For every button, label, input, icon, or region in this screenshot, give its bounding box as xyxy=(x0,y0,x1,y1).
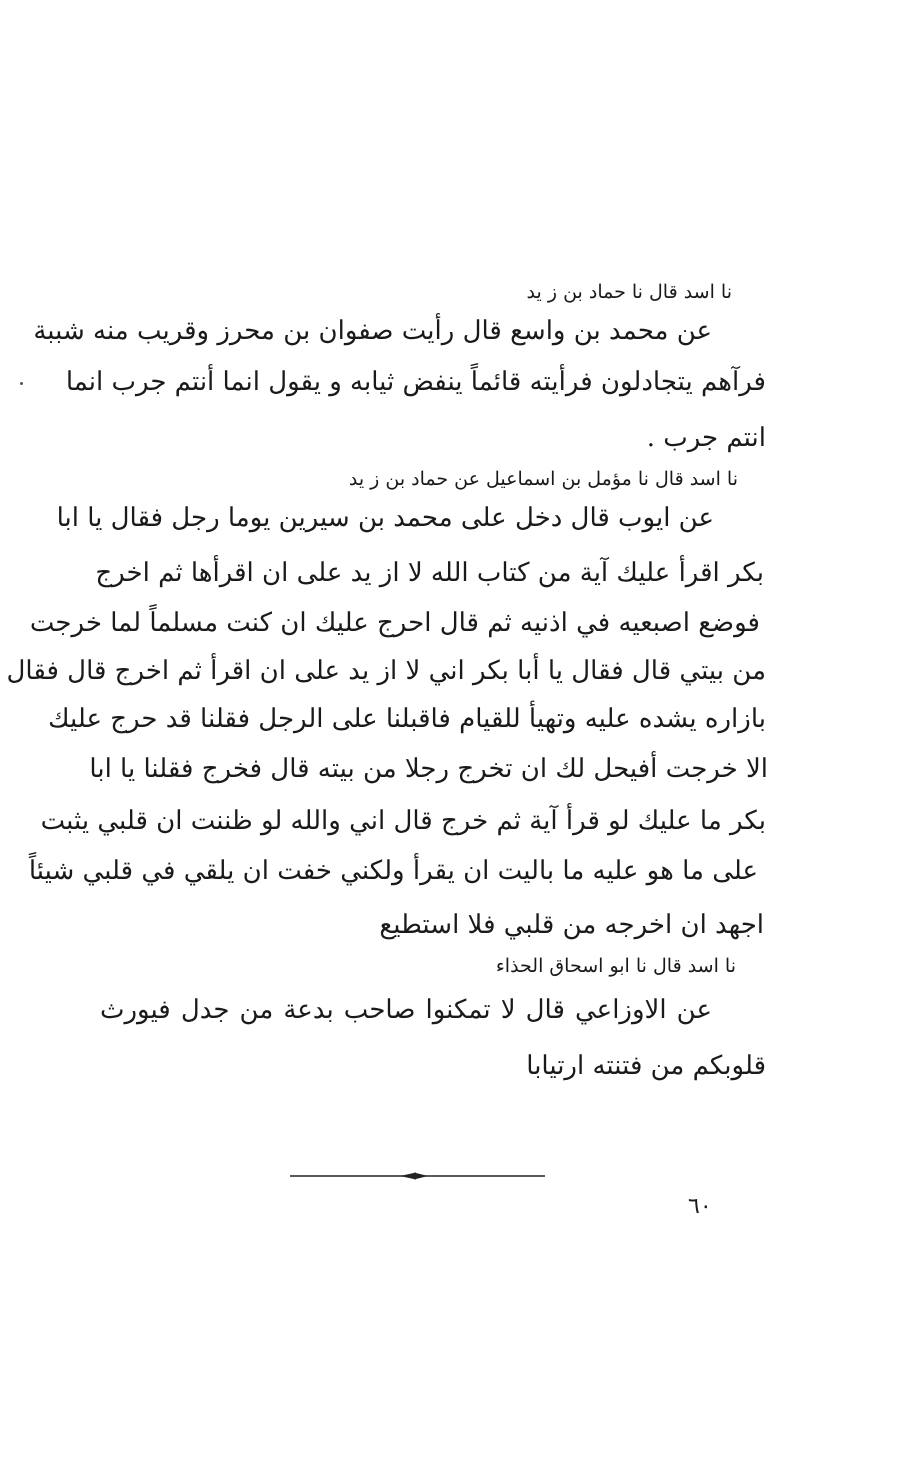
text-line-8: بازاره يشده عليه وتهيأ للقيام فاقبلنا على الرجل فقلنا قد حرج عليك xyxy=(48,704,766,734)
text-line-12: اجهد ان اخرجه من قلبي فلا استطيع xyxy=(379,910,764,940)
text-line-11: على ما هو عليه ما باليت ان يقرأ ولكني خفت ان يلقي في قلبي شيئاً xyxy=(28,856,758,886)
text-line-10: بكر ما عليك لو قرأ آية ثم خرج قال اني والله لو ظننت ان قلبي يثبت xyxy=(40,806,766,836)
text-line-4: عن ايوب قال دخل على محمد بن سيرين يوما رجل فقال يا ابا xyxy=(56,503,714,533)
text-line-5: بكر اقرأ عليك آية من كتاب الله لا از يد على ان اقرأها ثم اخرج xyxy=(95,558,764,588)
text-line-3: انتم جرب . xyxy=(646,423,766,453)
margin-speck xyxy=(20,382,23,385)
text-line-13: عن الاوزاعي قال لا تمكنوا صاحب بدعة من جدل فيورث xyxy=(100,995,712,1025)
text-line-14: قلوبكم من فتنته ارتيابا xyxy=(526,1051,766,1081)
text-line-7: من بيتي قال فقال يا أبا بكر اني لا از يد على ان اقرأ ثم اخرج قال فقال xyxy=(6,656,766,686)
text-line-2: فرآهم يتجادلون فرأيته قائماً ينفض ثيابه و يقول انما أنتم جرب انما xyxy=(65,367,766,397)
page-number: ٦٠ xyxy=(688,1194,712,1219)
text-line-9: الا خرجت أفيحل لك ان تخرج رجلا من بيته قال فخرج فقلنا يا ابا xyxy=(89,754,768,784)
text-line-1: عن محمد بن واسع قال رأيت صفوان بن محرز وقريب منه شببة xyxy=(33,316,712,346)
isnad-line-3: نا اسد قال نا ابو اسحاق الحذاء xyxy=(495,955,736,977)
isnad-line-1: نا اسد قال نا حماد بن ز يد xyxy=(526,281,732,303)
isnad-line-2: نا اسد قال نا مؤمل بن اسماعيل عن حماد بن ز يد xyxy=(348,468,738,490)
text-line-6: فوضع اصبعيه في اذنيه ثم قال احرج عليك ان كنت مسلماً لما خرجت xyxy=(29,608,760,638)
ornamental-rule xyxy=(290,1170,545,1182)
